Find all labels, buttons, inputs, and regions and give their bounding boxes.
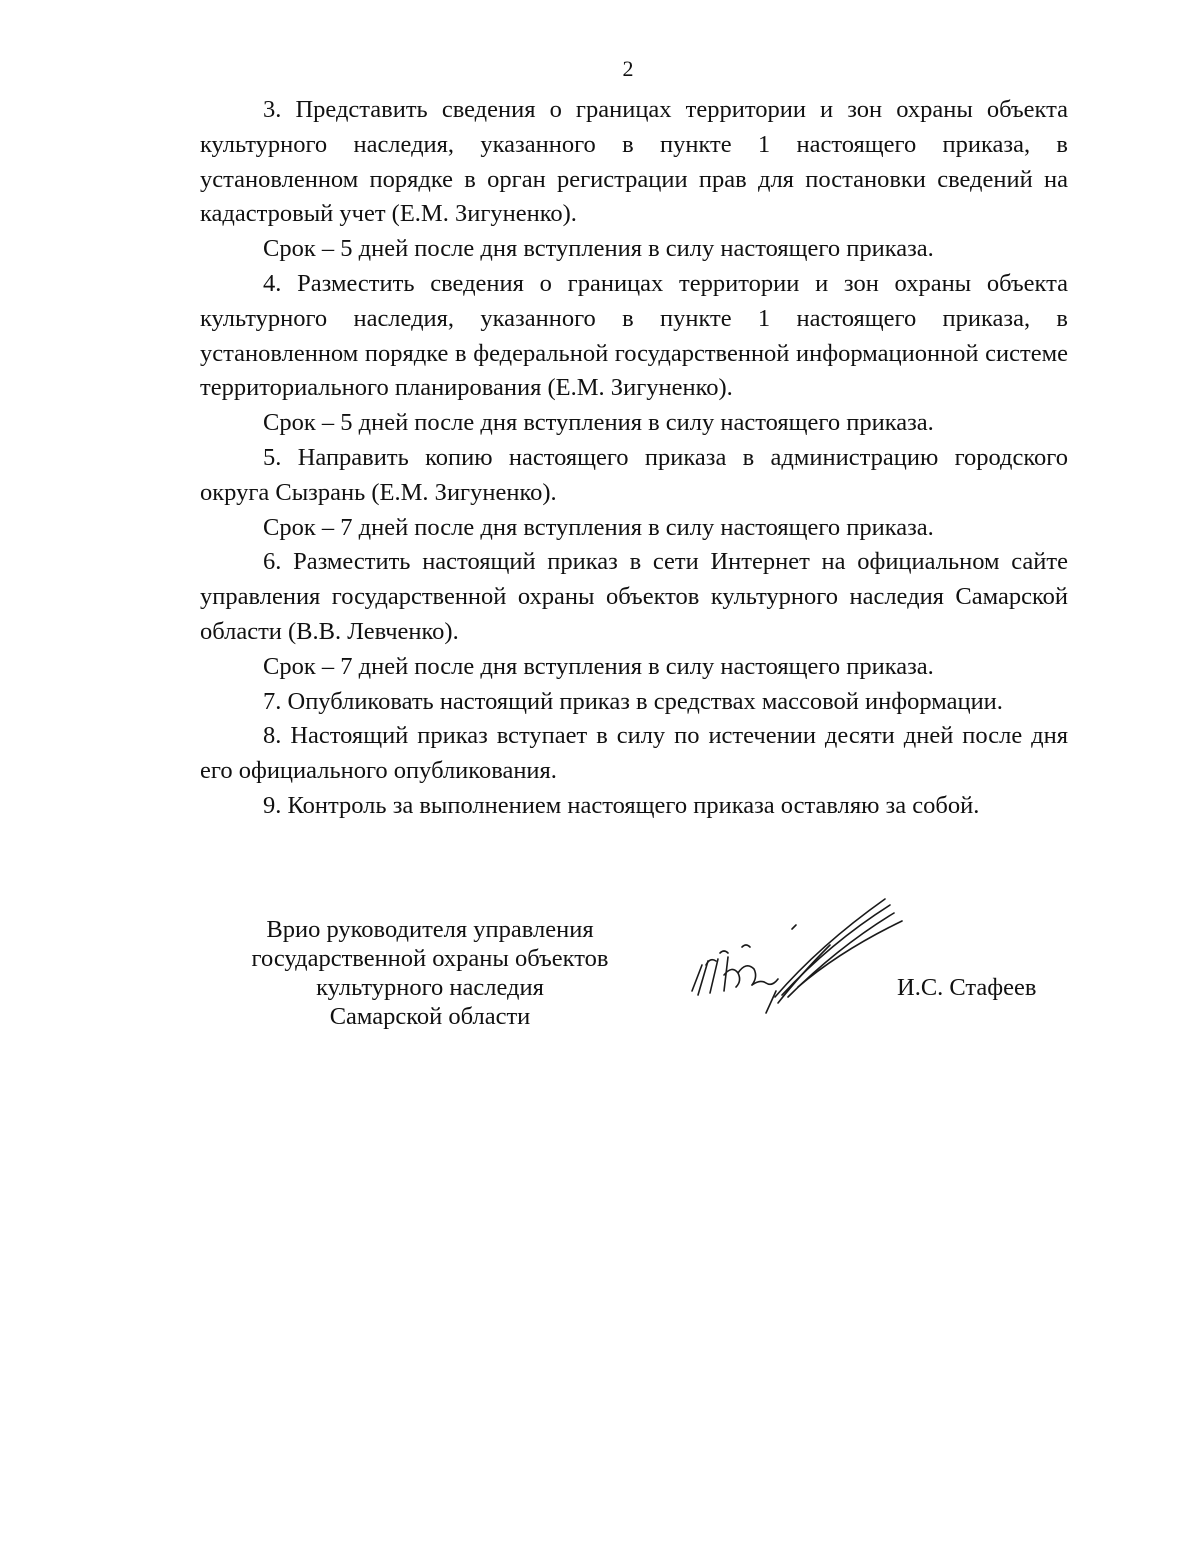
paragraph-item-4: 4. Разместить сведения о границах территории и зон охраны объекта культурного наследия, указанного в пункте 1 настоящего приказа, в установленном порядке в федеральной государственной информационной системе территориального планирования (Е.М. Зигуненко). [200, 269, 1068, 402]
paragraph-deadline-4: Срок – 5 дней после дня вступления в силу настоящего приказа. [263, 409, 934, 437]
position-line: Врио руководителя управления [266, 916, 594, 943]
paragraph-deadline-3: Срок – 5 дней после дня вступления в силу настоящего приказа. [263, 235, 934, 263]
paragraph-item-7: 7. Опубликовать настоящий приказ в средствах массовой информации. [263, 687, 1003, 715]
position-line: культурного наследия [316, 974, 544, 1001]
paragraph-item-5: 5. Направить копию настоящего приказа в администрацию городского округа Сызрань (Е.М. Зигуненко). [200, 443, 1068, 506]
paragraph-item-6: 6. Разместить настоящий приказ в сети Интернет на официальном сайте управления государственной охраны объектов культурного наследия Самарской области (В.В. Левченко). [200, 548, 1068, 645]
page-number: 2 [622, 56, 634, 81]
paragraph-item-8: 8. Настоящий приказ вступает в силу по истечении десяти дней после дня его официального опубликования. [200, 722, 1068, 785]
signer-position-title [200, 915, 660, 1031]
paragraph-item-9: 9. Контроль за выполнением настоящего приказа оставляю за собой. [263, 791, 980, 819]
position-line: государственной охраны объектов [251, 945, 609, 972]
paragraph-deadline-6: Срок – 7 дней после дня вступления в силу настоящего приказа. [263, 652, 934, 680]
signature-block [0, 915, 1200, 1055]
handwritten-signature [680, 895, 910, 1025]
paragraph-item-3: 3. Представить сведения о границах территории и зон охраны объекта культурного наследия, указанного в пункте 1 настоящего приказа, в установленном порядке в орган регистрации прав для постановки сведений на кадастровый учет (Е.М. Зигуненко). [200, 96, 1068, 228]
document-body [200, 93, 1068, 824]
position-line: Самарской области [329, 1003, 531, 1030]
signer-name: И.С. Стафеев [897, 974, 1037, 1001]
paragraph-deadline-5: Срок – 7 дней после дня вступления в силу настоящего приказа. [263, 513, 934, 541]
